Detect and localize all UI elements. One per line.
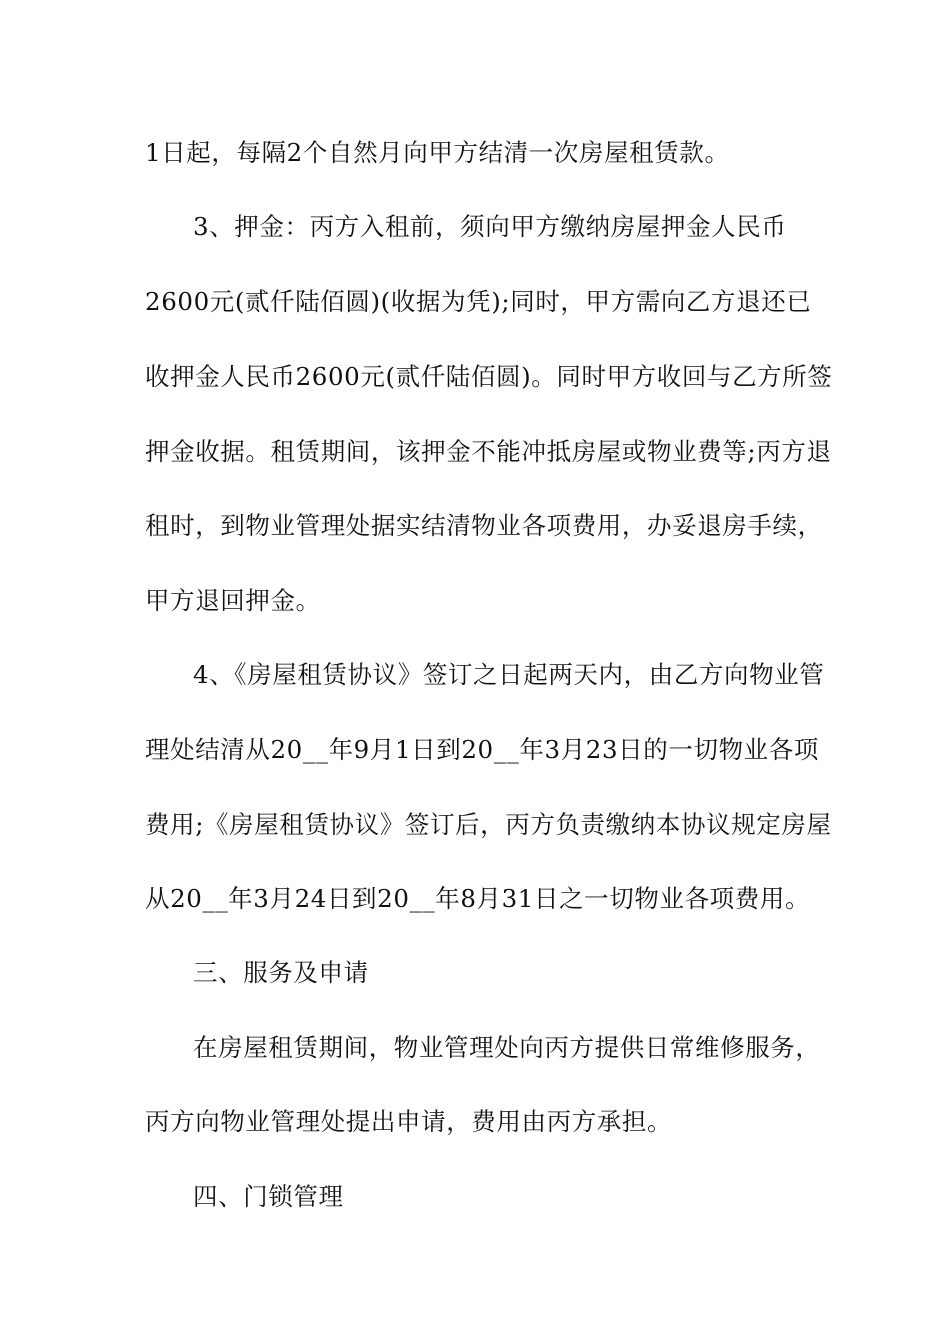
text-line: 3、押金：丙方入租前，须向甲方缴纳房屋押金人民币 (193, 212, 787, 241)
text-line: 2600元(贰仟陆佰圆)(收据为凭);同时，甲方需向乙方退还已 (145, 287, 812, 316)
text-line: 费用;《房屋租赁协议》签订后，丙方负责缴纳本协议规定房屋 (145, 810, 832, 839)
text-line: 从20__年3月24日到20__年8月31日之一切物业各项费用。 (145, 884, 811, 913)
text-line: 甲方退回押金。 (145, 586, 321, 615)
text-line: 租时，到物业管理处据实结清物业各项费用，办妥退房手续， (145, 511, 823, 540)
text-line: 丙方向物业管理处提出申请，费用由丙方承担。 (145, 1107, 673, 1136)
text-line: 收押金人民币2600元(贰仟陆佰圆)。同时甲方收回与乙方所签 (145, 362, 833, 391)
section-heading: 四、门锁管理 (193, 1182, 344, 1211)
text-line: 理处结清从20__年9月1日到20__年3月23日的一切物业各项 (145, 735, 819, 764)
text-line: 押金收据。租赁期间，该押金不能冲抵房屋或物业费等;丙方退 (145, 437, 832, 466)
text-line: 4、《房屋租赁协议》签订之日起两天内，由乙方向物业管 (193, 660, 825, 689)
text-line: 1日起，每隔2个自然月向甲方结清一次房屋租赁款。 (145, 138, 730, 167)
section-heading: 三、服务及申请 (193, 958, 369, 987)
text-line: 在房屋租赁期间，物业管理处向丙方提供日常维修服务， (193, 1033, 821, 1062)
